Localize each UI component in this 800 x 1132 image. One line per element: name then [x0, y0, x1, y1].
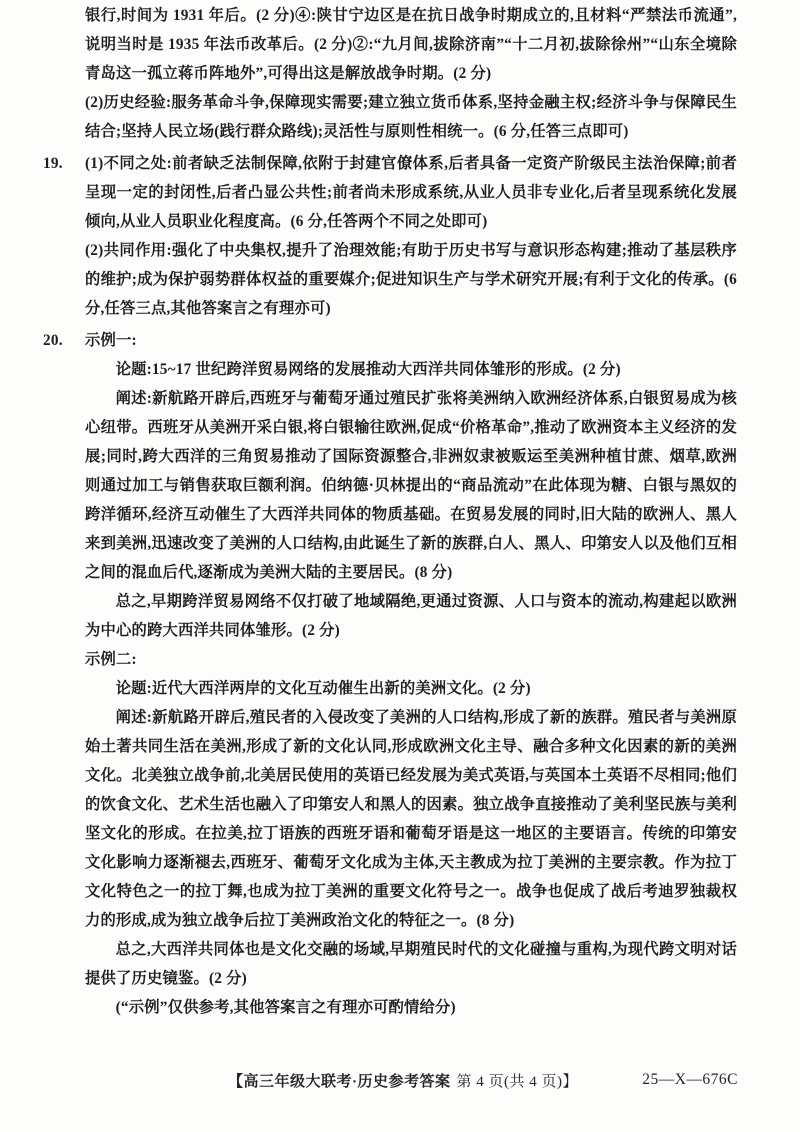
- question-number: 19.: [43, 155, 63, 172]
- q20-example1-topic: [85, 355, 737, 384]
- q19-part2-answer: [85, 236, 737, 323]
- q20-grading-note: [85, 993, 737, 1022]
- paragraph-text: 银行,时间为 1931 年后。(2 分)④:陕甘宁边区是在抗日战争时期成立的,且材料“严禁法币流通”,说明当时是 1935 年法币改革后。(2 分)②:“九月间,拔除济南”“十二月初,拔除徐州”“山东全境除青岛这一孤立蒋币阵地外”,可得出这是解放战争时期。(2 分): [85, 7, 737, 82]
- q18-part2-answer: [85, 88, 737, 146]
- footer-page-number: 第 4 页(共 4 页)】: [456, 1073, 579, 1090]
- paragraph-text: 示例二:: [85, 651, 137, 668]
- paragraph-text: 阐述:新航路开辟后,西班牙与葡萄牙通过殖民扩张将美洲纳入欧洲经济体系,白银贸易成为核心纽带。西班牙从美洲开采白银,将白银输往欧洲,促成“价格革命”,推动了欧洲资本主义经济的发展;同时,跨大西洋的三角贸易推动了国际资源整合,非洲奴隶被贩运至美洲种植甘蔗、烟草,欧洲则通过加工与销售获取巨额利润。伯纳德·贝林提出的“商品流动”在此体现为糖、白银与黑奴的跨洋循环,经济互动催生了大西洋共同体的物质基础。在贸易发展的同时,旧大陆的欧洲人、黑人来到美洲,迅速改变了美洲的人口结构,由此诞生了新的族群,白人、黑人、印第安人以及他们互相之间的混血后代,逐渐成为美洲大陆的主要居民。(8 分): [85, 390, 737, 581]
- paragraph-text: 论题:15~17 世纪跨洋贸易网络的发展推动大西洋共同体雏形的形成。(2 分): [115, 361, 621, 378]
- answer-content: [43, 1, 737, 1022]
- footer-paper-code: 25—X—676C: [642, 1071, 738, 1088]
- paragraph-text: 总之,早期跨洋贸易网络不仅打破了地域隔绝,更通过资源、人口与资本的流动,构建起以欧洲为中心的跨大西洋共同体雏形。(2 分): [85, 593, 737, 639]
- paragraph-text: 总之,大西洋共同体也是文化交融的场域,早期殖民时代的文化碰撞与重构,为现代跨文明对话提供了历史镜鉴。(2 分): [85, 941, 737, 987]
- q19-part1-answer: [43, 149, 737, 236]
- q18-answer-continuation: [85, 1, 737, 88]
- footer-caption: [228, 1070, 578, 1091]
- q20-example2-exposition: [85, 703, 737, 935]
- paragraph-text: 论题:近代大西洋两岸的文化互动催生出新的美洲文化。(2 分): [115, 680, 531, 697]
- paragraph-text: (“示例”仅供参考,其他答案言之有理亦可酌情给分): [115, 999, 456, 1016]
- paragraph-text: (2)共同作用:强化了中央集权,提升了治理效能;有助于历史书写与意识形态构建;推动了基层秩序的维护;成为保护弱势群体权益的重要媒介;促进知识生产与学术研究开展;有利于文化的传承。(6 分,任答三点,其他答案言之有理亦可): [85, 242, 737, 317]
- paragraph-text: 阐述:新航路开辟后,殖民者的入侵改变了美洲的人口结构,形成了新的族群。殖民者与美洲原始土著共同生活在美洲,形成了新的文化认同,形成欧洲文化主导、融合多种文化因素的新的美洲文化。北美独立战争前,北美居民使用的英语已经发展为美式英语,与英国本土英语不尽相同;他们的饮食文化、艺术生活也融入了印第安人和黑人的因素。独立战争直接推动了美利坚民族与美利坚文化的形成。在拉美,拉丁语族的西班牙语和葡萄牙语是这一地区的主要语言。传统的印第安文化影响力逐渐褪去,西班牙、葡萄牙文化成为主体,天主教成为拉丁美洲的主要宗教。作为拉丁文化特色之一的拉丁舞,也成为拉丁美洲的重要文化符号之一。战争也促成了战后考迪罗独裁权力的形成,成为独立战争后拉丁美洲政治文化的特征之一。(8 分): [85, 709, 737, 929]
- page-footer: [0, 1066, 800, 1094]
- footer-exam-title: 【高三年级大联考·历史参考答案: [228, 1073, 451, 1090]
- q20-example2-heading: [85, 645, 737, 674]
- paragraph-text: (1)不同之处:前者缺乏法制保障,依附于封建官僚体系,后者具备一定资产阶级民主法治保障;前者呈现一定的封闭性,后者凸显公共性;前者尚未形成系统,从业人员非专业化,后者呈现系统化发展倾向,从业人员职业化程度高。(6 分,任答两个不同之处即可): [85, 155, 737, 230]
- q20-example1-conclusion: [85, 587, 737, 645]
- paragraph-text: (2)历史经验:服务革命斗争,保障现实需要;建立独立货币体系,坚持金融主权;经济斗争与保障民生结合;坚持人民立场(践行群众路线);灵活性与原则性相统一。(6 分,任答三点即可): [85, 94, 737, 140]
- q20-example2-topic: [85, 674, 737, 703]
- q20-example2-conclusion: [85, 935, 737, 993]
- q20-example1-exposition: [85, 384, 737, 587]
- question-number: 20.: [43, 332, 63, 349]
- paragraph-text: 示例一:: [85, 332, 137, 349]
- q20-example1-heading: [43, 326, 737, 355]
